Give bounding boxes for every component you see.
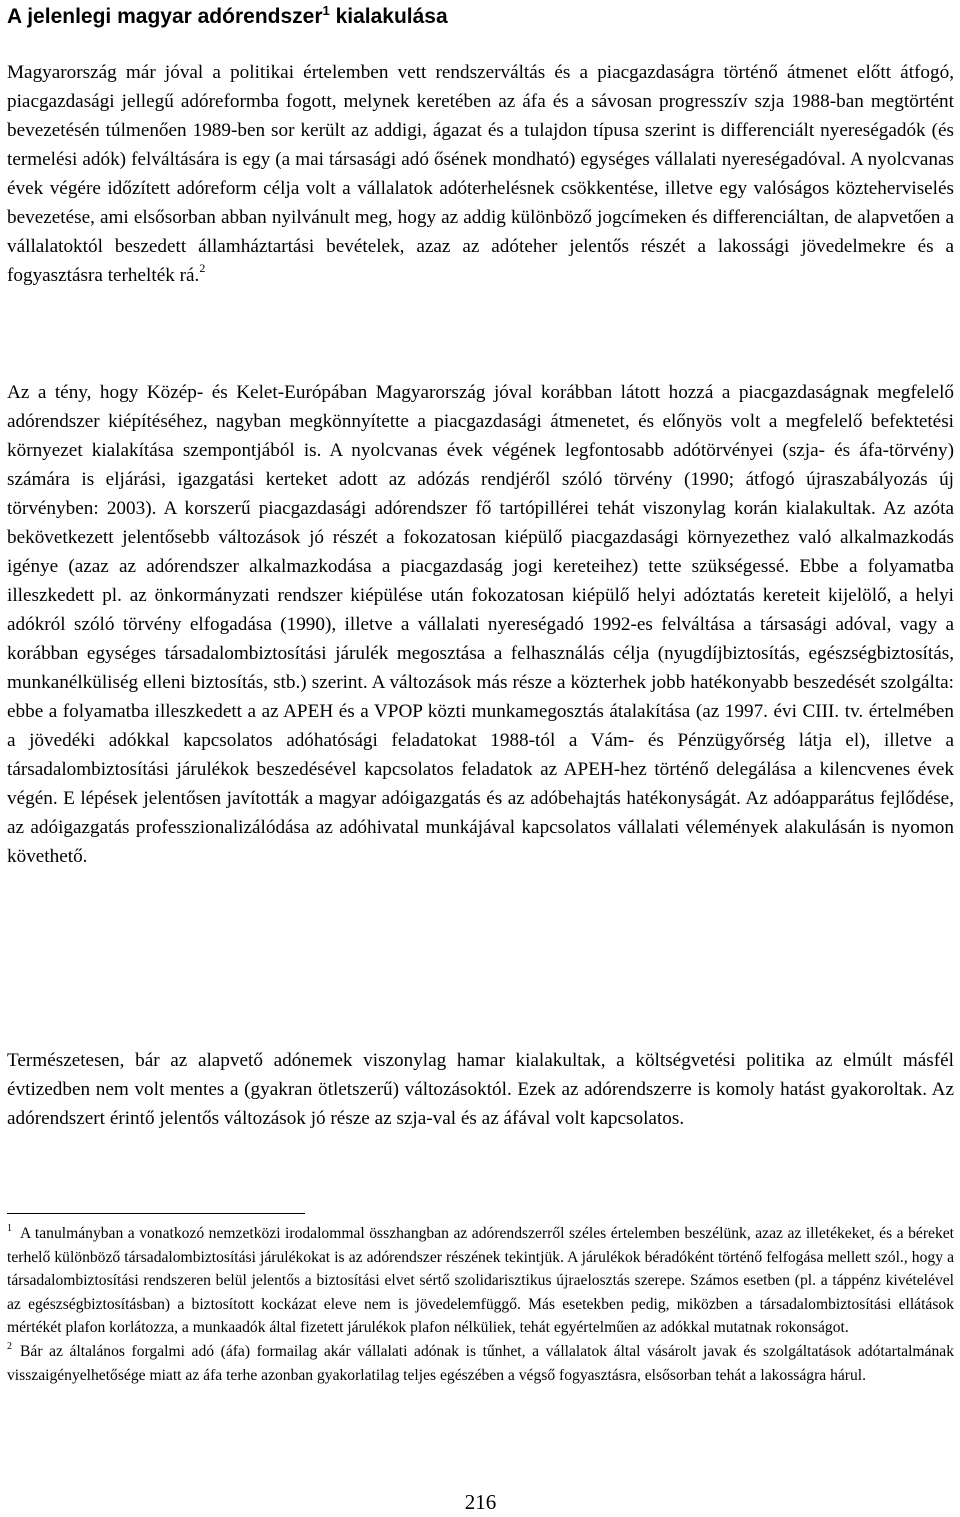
footnote-text: A tanulmányban a vonatkozó nemzetközi irodalommal összhangban az adórendszerről széles értelemben beszélünk, azaz az illetékeket, és a béreket terhelő különböző társadalombiztosítási járulékokat is az adórendszer részének tekintjük. A járulékok béradóként történő felfogása mellett szól., hogy a társadalombiztosítási rendszeren belül jelentős a biztosítási elvet sértő szolidarisztikus újraelosztás szerepe. Számos esetben (pl. a táppénz kivételével az egészségbiztosításban) a biztosított kockázat eleve nem is jövedelemfüggő. Más esetekben pedig, miközben a társadalombiztosítási ellátások mértékét plafon korlátozza, a munkaadók által fizetett járulékok plafon nélküliek, tehát egyértelműen az adókkal mutatnak rokonságot.: [7, 1225, 954, 1337]
body-paragraph-2: [7, 378, 954, 871]
footnote-2: [7, 1340, 954, 1387]
footnote-1: [7, 1222, 954, 1340]
footnote-divider: [7, 1213, 305, 1214]
body-paragraph-3: [7, 1046, 954, 1133]
section-heading: [7, 3, 448, 31]
heading-text-suffix: kialakulása: [329, 5, 448, 28]
heading-footnote-mark: 1: [322, 3, 330, 18]
paragraph-text: Természetesen, bár az alapvető adónemek viszonylag hamar kialakultak, a költségvetési politika az elmúlt másfél évtizedben nem volt mentes a (gyakran ötletszerű) változásoktól. Ezek az adórendszerre is komoly hatást gyakoroltak. Az adórendszert érintő jelentős változások jó része az szja-val és az áfával volt kapcsolatos.: [7, 1050, 954, 1129]
footnote-mark: 1: [7, 1223, 12, 1234]
paragraph-text: Az a tény, hogy Közép- és Kelet-Európában Magyarország jóval korábban látott hozzá a piacgazdaságnak megfelelő adórendszer kiépítéséhez, nagyban megkönnyítette a piacgazdasági átmenetet, és előnyös volt a megfelelő befektetési környezet kialakítása szempontjából is. A nyolcvanas évek végének legfontosabb adótörvényei (szja- és áfa-törvény) számára is eljárási, igazgatási kerteket adott az adózás rendjéről szóló törvény (1990; átfogó újraszabályozás új törvényben: 2003). A korszerű piacgazdasági adórendszer fő tartópillérei tehát viszonylag korán kialakultak. Az azóta bekövetkezett jelentősebb változások jó részét a fokozatosan kiépülő piacgazdasági környezethez való alkalmazkodás igénye (azaz az adórendszer alkalmazkodása a piacgazdaság jogi kereteihez) tette szükségessé. Ebbe a folyamatba illeszkedett pl. az önkormányzati rendszer kiépülése után fokozatosan kiépülő helyi adóztatás kereteit kijelölő, a helyi adókról szóló törvény elfogadása (1990), illetve a vállalati nyereségadó 1992-es felváltása a társasági adóval, vagy a korábban egységes társadalombiztosítási járulék megosztása a felhasználás célja (nyugdíjbiztosítás, egészségbiztosítás, munkanélküliség elleni biztosítás, stb.) szerint. A változások más része a közterhek jobb hatékonyabb beszedését szolgálta: ebbe a folyamatba illeszkedett a az APEH és a VPOP közti munkamegosztás átalakítása (az 1997. évi CIII. tv. értelmében a jövedéki adókkal kapcsolatos adóhatósági feladatokat 1988-tól a Vám- és Pénzügyőrség látja el), illetve a társadalombiztosítási járulékok beszedésével kapcsolatos feladatok az APEH-hez történő delegálása a kilencvenes évek végén. E lépések jelentősen javították a magyar adóigazgatás és az adóbehajtás hatékonyságát. Az adóapparátus fejlődése, az adóigazgatás professzionalizálódása az adóhivatal munkájával kapcsolatos vállalati vélemények alakulásán is nyomon követhető.: [7, 382, 954, 867]
page-number: 216: [464, 1490, 497, 1514]
footnote-reference: 2: [199, 261, 206, 275]
heading-text: A jelenlegi magyar adórendszer: [7, 5, 323, 28]
footnote-text: Bár az általános forgalmi adó (áfa) formailag akár vállalati adónak is tűnhet, a vállalatok által vásárolt javak és szolgáltatások adótartalmának visszaigényelhetősége miatt az áfa terhe azonban gyakorlatilag teljes egészében a végső fogyasztásra, elsősorban tehát a lakosságra hárul.: [7, 1342, 954, 1384]
footnotes: [7, 1222, 954, 1387]
paragraph-text: Magyarország már jóval a politikai értelemben vett rendszerváltás és a piacgazdaságra történő átmenet előtt átfogó, piacgazdasági jellegű adóreformba fogott, melynek keretében az áfa és a sávosan progresszív szja 1988-ban megtörtént bevezetésén túlmenően 1989-ben sor került az addigi, ágazat és a tulajdon típusa szerint is differenciált nyereségadók (és termelési adók) felváltására is egy (a mai társasági adó ősének mondható) egységes vállalati nyereségadóval. A nyolcvanas évek végére időzített adóreform célja volt a vállalatok adóterhelésnek csökkentése, illetve egy valóságos közteherviselés bevezetése, ami elsősorban abban nyilvánult meg, hogy az addig különböző jogcímeken és differenciáltan, de alapvetően a vállalatoktól beszedett államháztartási bevételek, azaz az adóteher jelentős részét a lakossági jövedelmekre és a fogyasztásra terhelték rá.: [7, 62, 954, 286]
footnote-mark: 2: [7, 1340, 12, 1352]
body-paragraph-1: [7, 58, 954, 290]
